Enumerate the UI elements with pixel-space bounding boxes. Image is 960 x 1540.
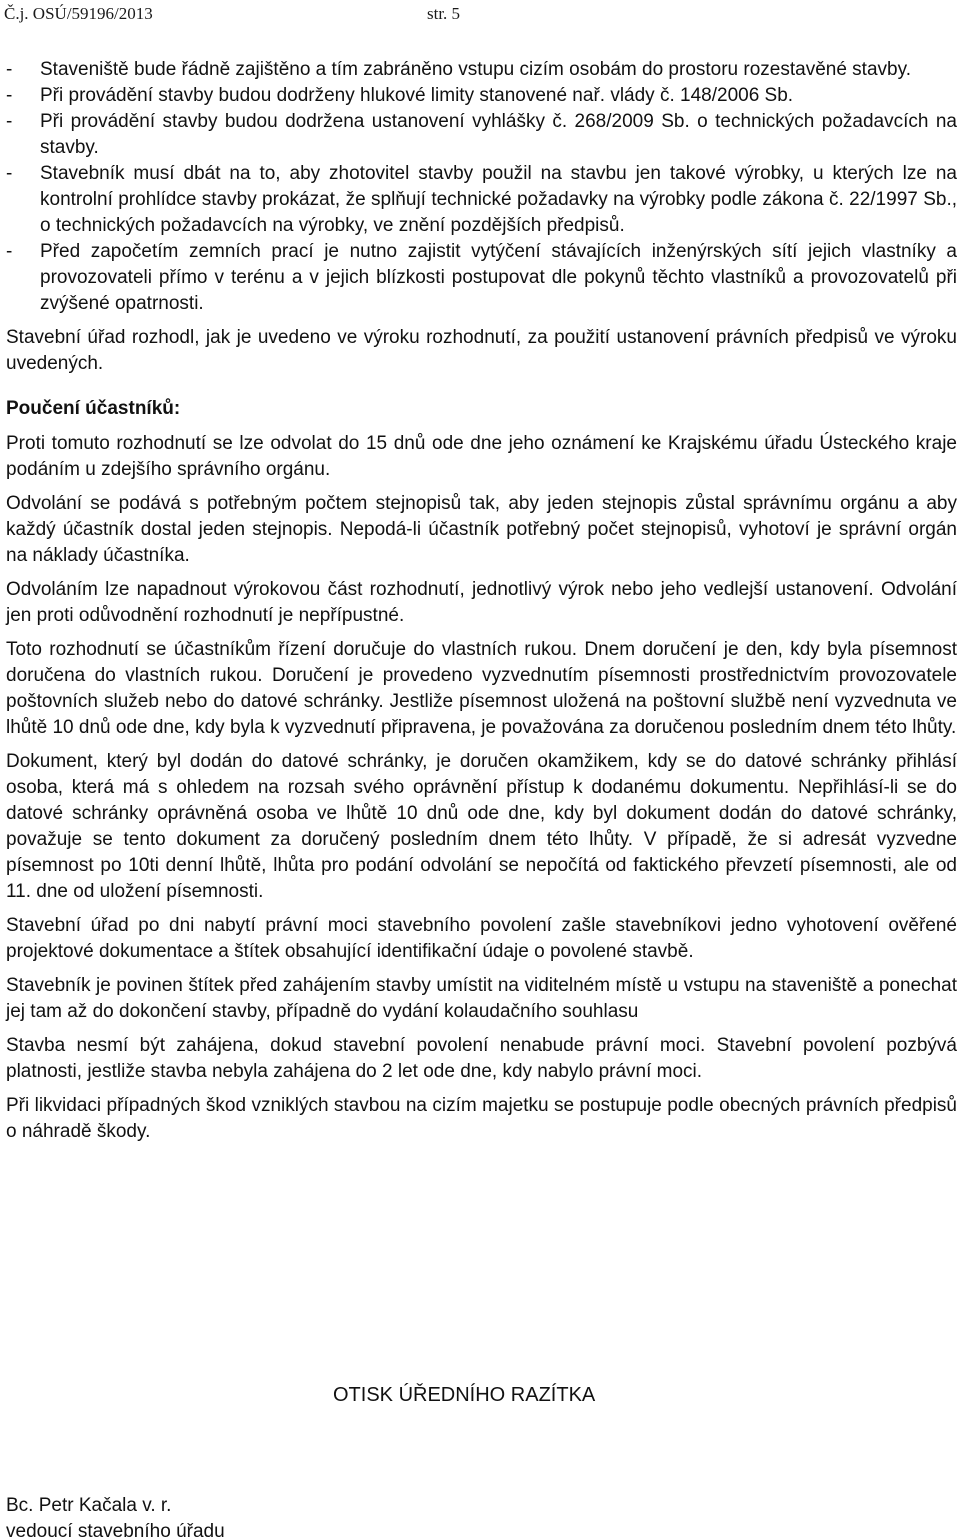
- list-item: [6, 109, 957, 161]
- paragraph: Proti tomuto rozhodnutí se lze odvolat do 15 dnů ode dne jeho oznámení ke Krajskému úřadu Ústeckého kraje podáním u zdejšího správního orgánu.: [6, 433, 957, 480]
- document-body: [6, 57, 957, 1153]
- stamp-placeholder: OTISK ÚŘEDNÍHO RAZÍTKA: [333, 1384, 596, 1406]
- list-item-text: Před započetím zemních prací je nutno zajistit vytýčení stávajících inženýrských sítí jejich vlastníky a provozovateli přímo v terénu a v jejich blízkosti postupovat dle pokynů těchto vlastníků a provozovatelů při zvýšené opatrnosti.: [40, 241, 957, 314]
- bullet-dash: -: [6, 85, 13, 106]
- bullet-dash: -: [6, 241, 13, 262]
- list-item-text: Staveniště bude řádně zajištěno a tím zabráněno vstupu cizím osobám do prostoru rozestavěné stavby.: [40, 59, 911, 80]
- bullet-dash: -: [6, 59, 13, 80]
- list-item-text: Při provádění stavby budou dodržena ustanovení vyhlášky č. 268/2009 Sb. o technických požadavcích na stavby.: [40, 111, 957, 158]
- paragraph: Dokument, který byl dodán do datové schránky, je doručen okamžikem, kdy se do datové schránky přihlásí osoba, která má s ohledem na rozsah svého oprávnění přístup k dodanému dokumentu. Nepřihlásí-li se do datové schránky oprávněná osoba ve lhůtě 10 dnů ode dne, kdy byl dokument dodán do datové schránky, považuje se tento dokument za doručený posledním dnem této lhůty. V případě, že si adresát vyzvedne písemnost po 10ti denní lhůtě, lhůta pro podání odvolání se nepočítá od faktického převzetí písemnosti, ale od 11. dne od uložení písemnosti.: [6, 751, 957, 902]
- signatory-title: vedoucí stavebního úřadu: [6, 1521, 225, 1540]
- paragraph: Stavebník je povinen štítek před zahájením stavby umístit na viditelném místě u vstupu na staveniště a ponechat jej tam až do dokončení stavby, případně do vydání kolaudačního souhlasu: [6, 975, 957, 1022]
- list-item: [6, 83, 957, 109]
- bullet-dash: -: [6, 111, 13, 132]
- signatory-name: Bc. Petr Kačala v. r.: [6, 1495, 172, 1516]
- list-item-text: Stavebník musí dbát na to, aby zhotovitel stavby použil na stavbu jen takové výrobky, u kterých lze na kontrolní prohlídce stavby prokázat, že splňují technické požadavky na výrobky podle zákona č. 22/1997 Sb., o technických požadavcích na výrobky, ve znění pozdějších předpisů.: [40, 163, 957, 236]
- instruction-heading: Poučení účastníků:: [6, 398, 181, 419]
- list-item-text: Při provádění stavby budou dodrženy hlukové limity stanovené nař. vlády č. 148/2006 Sb.: [40, 85, 794, 106]
- reference-number: Č.j. OSÚ/59196/2013: [4, 4, 153, 23]
- paragraph: Odvolání se podává s potřebným počtem stejnopisů tak, aby jeden stejnopis zůstal správnímu orgánu a aby každý účastník dostal jeden stejnopis. Nepodá-li účastník potřebný počet stejnopisů, vyhotoví je správní orgán na náklady účastníka.: [6, 493, 957, 566]
- signature-block: [6, 1493, 225, 1540]
- paragraph: Stavební úřad po dni nabytí právní moci stavebního povolení zašle stavebníkovi jedno vyhotovení ověřené projektové dokumentace a štítek obsahující identifikační údaje o povolené stavbě.: [6, 915, 957, 962]
- paragraph: Stavba nesmí být zahájena, dokud stavební povolení nenabude právní moci. Stavební povolení pozbývá platnosti, jestliže stavba nebyla zahájena do 2 let ode dne, kdy nabylo právní moci.: [6, 1035, 957, 1082]
- paragraph: Toto rozhodnutí se účastníkům řízení doručuje do vlastních rukou. Dnem doručení je den, kdy byla písemnost doručena do vlastních rukou. Doručení je provedeno vyzvednutím písemnosti prostřednictvím provozovatele poštovních služeb nebo do datové schránky. Jestliže písemnost uložená na poštovní službě není vyzvednuta ve lhůtě 10 dnů ode dne, kdy byla k vyzvednutí připravena, je považována za doručenou posledním dnem této lhůty.: [6, 639, 957, 738]
- paragraph: Odvoláním lze napadnout výrokovou část rozhodnutí, jednotlivý výrok nebo jeho vedlejší ustanovení. Odvolání jen proti odůvodnění rozhodnutí je nepřípustné.: [6, 579, 957, 626]
- decision-statement: Stavební úřad rozhodl, jak je uvedeno ve výroku rozhodnutí, za použití ustanovení právních předpisů ve výroku uvedených.: [6, 327, 957, 374]
- paragraph: Při likvidaci případných škod vzniklých stavbou na cizím majetku se postupuje podle obecných právních předpisů o náhradě škody.: [6, 1095, 957, 1142]
- list-item: [6, 239, 957, 317]
- page-number: str. 5: [427, 4, 461, 23]
- bullet-dash: -: [6, 163, 13, 184]
- conditions-list: [6, 57, 957, 317]
- list-item: [6, 161, 957, 239]
- list-item: [6, 57, 957, 83]
